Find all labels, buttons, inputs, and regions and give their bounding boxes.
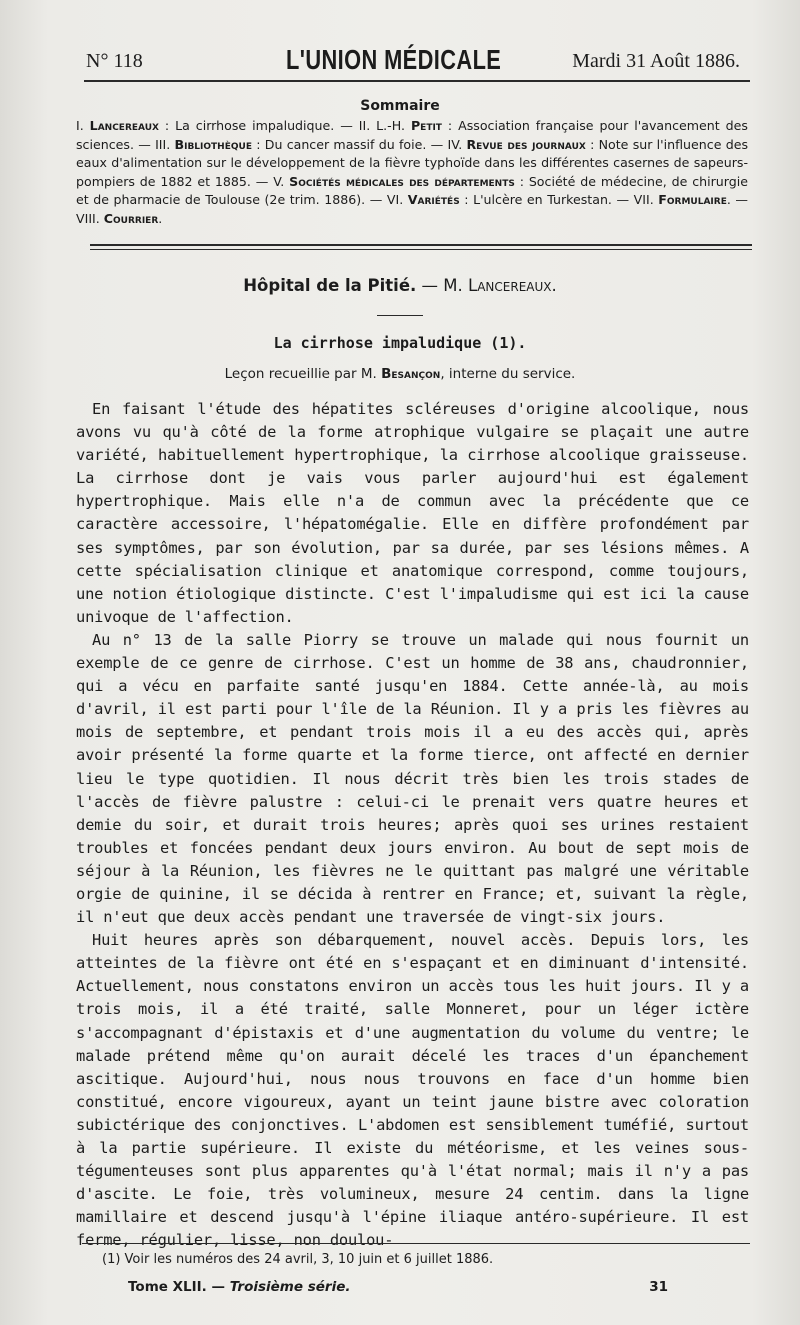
article-title: La cirrhose impaludique (1). [273,334,527,352]
journal-title: L'UNION MÉDICALE [286,44,502,75]
tome-label [128,1279,351,1295]
hospital-name: Hôpital de la Pitié. [243,276,417,295]
sommaire-title: Sommaire [360,98,440,114]
sommaire-segment: I. [76,118,90,133]
paragraph: Huit heures après son débarquement, nouvel accès. Depuis lors, les atteintes de la fièvre ont été en s'espaçant et en diminuant d'intensité. Actuellement, nous constatons environ un accès tous les huit jours. Il y a trois mois, il a été traité, salle Monneret, pour un léger ictère s'accompagnant d'épistaxis et d'une augmentation du volume du ventre; le malade prétend même qu'on aurait décelé les traces d'un épanchement ascitique. Aujourd'hui, nous nous trouvons en face d'un homme bien constitué, encore vigoureux, ayant un teint jaune bistre avec coloration subictérique des conjonctives. L'abdomen est sensiblement tuméfié, surtout à la partie supérieure. Il existe du météorisme, et les veines sous-tégumenteuses sont plus apparentes qu'à l'état normal; mais il n'y a pas d'ascite. Le foie, très volumineux, mesure 24 centim. dans la ligne mamillaire et descend jusqu'à l'épine iliaque antéro-supérieure. Il est ferme, régulier, lisse, non doulou- [76,931,749,1250]
sommaire-author: Variétés [407,192,460,208]
header-rule [84,80,750,82]
sommaire-author: Lancereaux [89,118,159,133]
page-footer [128,1279,668,1295]
tome-text: Tome XLII. — [128,1279,230,1295]
page-number: 31 [649,1279,668,1295]
lecon-name: Besançon [381,366,441,382]
sommaire-author: Sociétés médicales des départements [289,173,515,189]
section-separator: — M. [416,276,469,295]
paragraph: En faisant l'étude des hépatites scléreuses d'origine alcoolique, nous avons vu qu'à côté de la forme atrophique vulgaire se plaçait une autre variété, habituellement hypertrophique, la cirrhose alcoolique graisseuse. La cirrhose dont je vais vous parler aujourd'hui est également hypertrophique. Mais elle n'a de commun avec la précédente que ce caractère accessoire, l'hépatomégalie. Elle en diffère profondément par ses symptômes, par son évolution, par sa durée, par ses lésions mêmes. A cette spécialisation clinique et anatomique correspond, comme toujours, une notion étiologique distincte. C'est l'impaludisme qui est ici la cause univoque de l'affection. [76,400,749,626]
section-title [0,276,800,295]
article-body [76,398,749,1252]
lecon-suffix: , interne du service. [440,366,576,382]
sommaire-segment: : Société de médecine, de chirurgie et de pharmacie de Toulouse (2e trim. 1886). — VI. [76,173,748,208]
sommaire-author: Courrier [103,210,159,226]
lecon-prefix: Leçon recueillie par M. [224,366,382,382]
sommaire-author: Revue des journaux [466,136,586,152]
sommaire-text [76,117,748,229]
title-divider [377,315,423,316]
sommaire-author: Bibliothèque [174,136,252,152]
sommaire-rule-1 [90,244,752,246]
footnote-rule [82,1243,750,1244]
sommaire-segment: : L'ulcère en Turkestan. — VII. [459,192,659,208]
doctor-name: Lancereaux [468,276,552,295]
issue-date: Mardi 31 Août 1886. [572,50,740,72]
sommaire-segment: . — VIII. [76,192,749,226]
sommaire-segment: : Du cancer massif du foie. — IV. [251,136,467,152]
sommaire-author: Formulaire [658,192,727,208]
sommaire-segment: : Association française pour l'avancement des sciences. — III. [76,118,748,152]
footnote: (1) Voir les numéros des 24 avril, 3, 10 juin et 6 juillet 1886. [102,1252,494,1267]
serie-text: Troisième série. [229,1279,351,1295]
sommaire-author: Petit [410,118,442,133]
paragraph: Au n° 13 de la salle Piorry se trouve un malade qui nous fournit un exemple de ce genre de cirrhose. C'est un homme de 38 ans, chaudronnier, qui a vécu en parfaite santé jusqu'en 1884. Cette année-là, au mois d'avril, il est parti pour l'île de la Réunion. Il y a pris les fièvres au mois de septembre, et pendant trois mois il a eu des accès qui, après avoir présenté la forme quarte et la forme tierce, ont affecté en dernier lieu le type quotidien. Il nous décrit très bien les trois stades de l'accès de fièvre palustre : celui-ci le prenait vers quatre heures et demie du soir, et durait trois heures; après quoi ses urines restaient troubles et foncées pendant deux jours environ. Au bout de sept mois de séjour à la Réunion, les fièvres ne le quittant pas malgré une véritable orgie de quinine, il se décida à rentrer en France; et, suivant la règle, il n'eut que deux accès pendant une traversée de vingt-six jours. [76,630,749,927]
issue-number: N° 118 [86,50,143,72]
sommaire-segment: : Note sur l'influence des eaux d'alimentation sur le développement de la fièvre typhoïde dans les différentes casernes de sapeurs-pompiers de 1882 et 1885. — V. [76,136,749,189]
sommaire-segment: : La cirrhose impaludique. — II. L.-H. [158,118,411,133]
sommaire-segment: . [158,210,163,226]
page-header [86,42,748,78]
sommaire-rule-2 [90,249,752,250]
section-end: . [551,276,557,295]
lecon-credit [0,366,800,382]
